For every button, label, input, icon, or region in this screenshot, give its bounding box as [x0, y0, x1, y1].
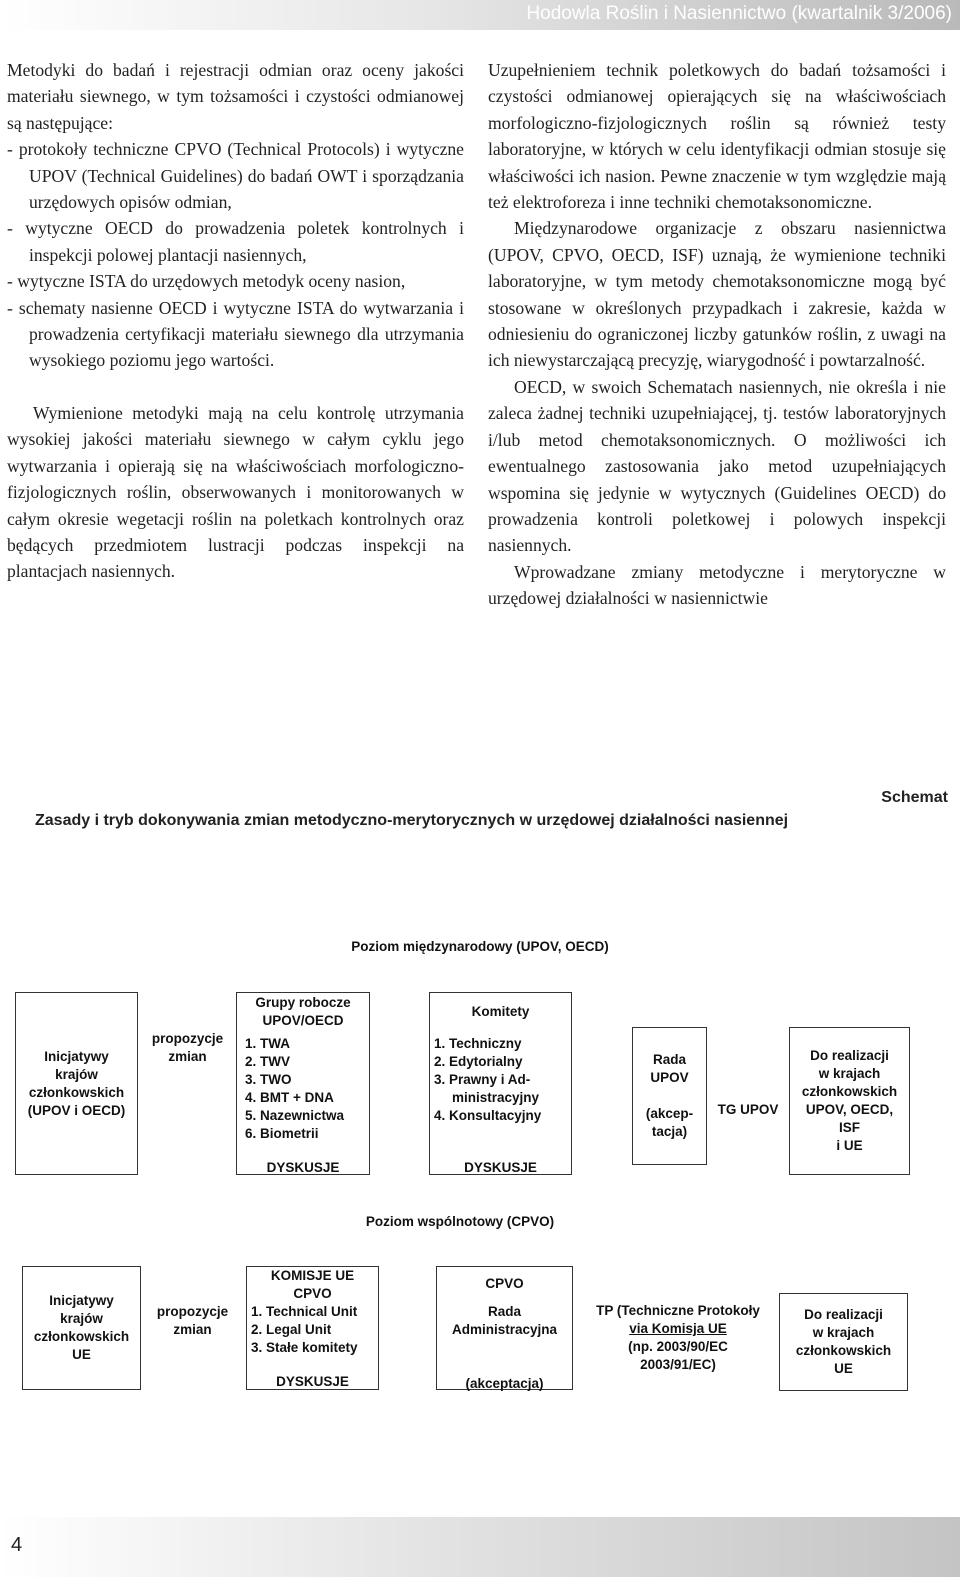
cpvo-board: Rada Administracyjna [451, 1304, 558, 1337]
left-column [7, 57, 464, 585]
body-paragraph: OECD, w swoich Schematach nasiennych, nie określa i nie zaleca żadnej techniki uzupełniającej, tj. testów laboratoryjnych i/lub metod chemotaksonomicznych. O możliwości ich ewentualnego zastosowania jako metod uzupełniających wspomina się jedynie w wytycznych (Guidelines OECD) do prowadzenia kontroli poletkowej i polowych inspekcji nasiennych. [488, 376, 946, 556]
schemat-title: Zasady i tryb dokonywania zmian metodyczno-merytorycznych w urzędowej działalności nasiennej [35, 812, 789, 829]
committees-title: Komitety [471, 1004, 530, 1019]
methodology-list [7, 136, 464, 374]
committees-box [429, 992, 572, 1175]
body-paragraph: Wymienione metodyki mają na celu kontrolę utrzymania wysokiej jakości materiału siewnego w całym cyklu jego wytwarzania i opierają się na właściwościach morfologiczno-fizjologicznych roślin, obserwowanych i monitorowanych w całym okresie wegetacji roślin na poletkach kontrolnych oraz będących przedmiotem lustracji podczas inspekcji na plantacjach nasiennych. [7, 402, 464, 582]
eu-commissions-list: 1. Technical Unit 2. Legal Unit 3. Stałe komitety [251, 1304, 358, 1355]
body-paragraph: Uzupełnieniem technik poletkowych do badań tożsamości i czystości odmianowej opierających się na właściwościach morfologiczno-fizjologicznych roślin są również testy laboratoryjne, w których w celu identyfikacji odmian stosuje się właściwości ich nasion. Pewne znaczenie w tym względzie mają też elektroforeza i inne techniki chemotaksonomiczne. [488, 60, 946, 213]
level-title-international: Poziom międzynarodowy (UPOV, OECD) [351, 939, 609, 954]
list-item: - wytyczne OECD do prowadzenia poletek kontrolnych i inspekcji polowej plantacji nasiennych, [7, 218, 464, 265]
cpvo-box [436, 1266, 573, 1390]
proposals-label: propozycje zmian [151, 1031, 224, 1064]
proposals-label: propozycje zmian [156, 1304, 229, 1337]
initiatives-box: Inicjatywy krajów członkowskich (UPOV i OECD) [15, 992, 138, 1175]
tg-upov-label: TG UPOV [717, 1102, 779, 1117]
working-groups-list: 1. TWA 2. TWV 3. TWO 4. BMT + DNA 5. Nazewnictwa 6. Biometrii [245, 1036, 345, 1141]
schemat-label: Schemat [881, 789, 948, 806]
footer-bar [0, 1517, 960, 1577]
acceptance-label: (akceptacja) [465, 1376, 544, 1391]
discussions-label: DYSKUSJE [276, 1374, 349, 1389]
discussions-label: DYSKUSJE [464, 1160, 537, 1175]
list-item: - wytyczne ISTA do urzędowych metodyk oceny nasion, [7, 271, 406, 292]
realization-box: Do realizacji w krajach członkowskich UE [779, 1293, 908, 1391]
level-title-community: Poziom wspólnotowy (CPVO) [365, 1214, 555, 1229]
cpvo-title: CPVO [485, 1276, 524, 1291]
initiatives-box: Inicjatywy krajów członkowskich UE [22, 1266, 141, 1390]
right-column [488, 57, 946, 612]
committees-list: 1. Techniczny 2. Edytorialny 3. Prawny i Ad- ministracyjny 4. Konsultacyjny [434, 1036, 542, 1123]
working-groups-title: Grupy robocze UPOV/OECD [255, 995, 351, 1028]
intro-paragraph: Metodyki do badań i rejestracji odmian oraz oceny jakości materiału siewnego, w tym tożsamości i czystości odmianowej są następujące: [7, 60, 464, 133]
technical-protocols-label: TP (Techniczne Protokoły via Komisja UE (np. 2003/90/EC 2003/91/EC) [596, 1303, 760, 1372]
working-groups-box [236, 992, 370, 1175]
council-upov-box: Rada UPOV (akcep- tacja) [632, 1027, 707, 1165]
body-paragraph: Wprowadzane zmiany metodyczne i merytoryczne w urzędowej działalności w nasiennictwie [488, 561, 946, 609]
list-item: - schematy nasienne OECD i wytyczne ISTA do wytwarzania i prowadzenia certyfikacji materiału siewnego dla utrzymania wysokiego poziomu jego wartości. [7, 297, 464, 371]
list-item: - protokoły techniczne CPVO (Technical Protocols) i wytyczne UPOV (Technical Guidelines) do badań OWT i sporządzania urzędowych opisów odmian, [7, 139, 464, 213]
eu-commissions-box [246, 1266, 379, 1390]
page-number: 4 [11, 1534, 23, 1556]
discussions-label: DYSKUSJE [266, 1160, 340, 1175]
journal-title: Hodowla Roślin i Nasiennictwo (kwartalnik 3/2006) [526, 3, 952, 24]
realization-box: Do realizacji w krajach członkowskich UPOV, OECD, ISF i UE [789, 1027, 910, 1175]
body-paragraph: Międzynarodowe organizacje z obszaru nasiennictwa (UPOV, CPVO, OECD, ISF) uznają, że wymienione techniki laboratoryjne, w tym metody chemotaksonomiczne mogą być stosowane w określonych przypadkach i zakresie, każda w odniesieniu do ograniczonej liczby gatunków roślin, z uwagi na ich niewystarczającą precyzję, wiarygodność i powtarzalność. [488, 218, 946, 371]
eu-commissions-title: KOMISJE UE CPVO [270, 1268, 355, 1301]
header-bar [0, 0, 960, 30]
